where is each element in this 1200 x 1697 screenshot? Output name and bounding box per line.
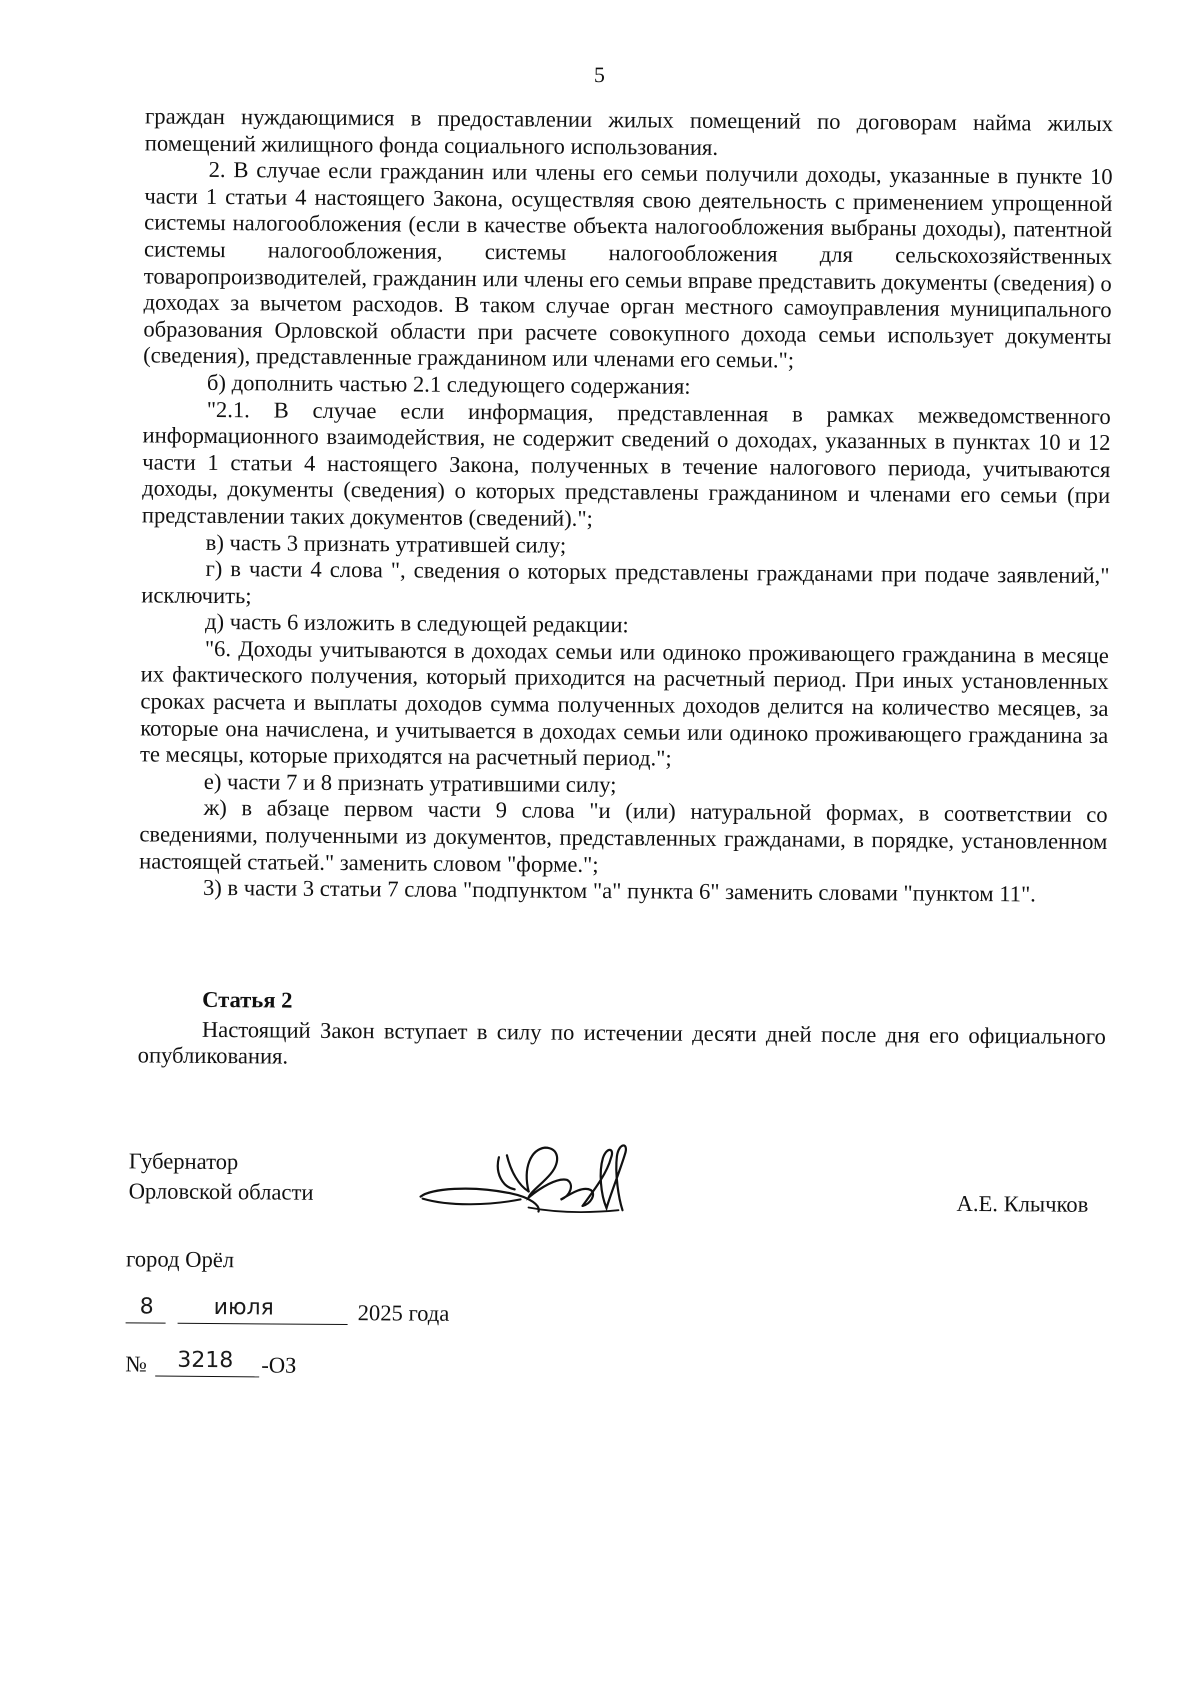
article-text: Настоящий Закон вступает в силу по истечении десяти дней после дня его официального опубликования. (137, 1016, 1106, 1069)
day-handwritten: 8 (139, 1294, 154, 1320)
month-handwritten: июля (213, 1295, 274, 1321)
article-title: Статья 2 (202, 986, 293, 1013)
paragraph: 3) в части 3 статьи 7 слова "подпунктом "а" пункта 6" заменить словами "пунктом 11". (202, 875, 1036, 907)
year-text: 2025 года (357, 1300, 450, 1326)
paragraph: "2.1. В случае если информация, представленная в рамках межведомственного информационного взаимодействия, не содержит сведений о доходах, указанных в пунктах 10 и 12 части 1 статьи 4 настоящего Закона, полученных в течение налогового периода, учитываются доходы, документы (сведения) о которых представлены гражданином и членами его семьи (при представлении таких документов (сведений)."; (141, 396, 1111, 531)
paragraph: "6. Доходы учитываются в доходах семьи или одиноко проживающего гражданина в месяце их фактического получения, который приходится на расчетный период. При иных установленных сроках расчета и выплаты доходов сумма полученных доходов делится на количество месяцев, за которые она начислена, и учитывается в доходах семьи или одиноко проживающего гражданина за те месяцы, которые приходятся на расчетный период."; (139, 635, 1109, 771)
paragraph: б) дополнить частью 2.1 следующего содержания: (206, 369, 691, 399)
signing-date (126, 1294, 546, 1333)
signer-position-line: Орловской области (128, 1178, 314, 1205)
place-of-signing: город Орёл (126, 1246, 235, 1273)
paragraph: в) часть 3 признать утратившей силу; (205, 529, 567, 558)
paragraph: граждан нуждающимися в предоставлении жилых помещений по договорам найма жилых помещений жилищного фонда социального использования. (144, 103, 1114, 160)
signer-name: А.Е. Клычков (956, 1190, 1089, 1217)
law-body-text (139, 103, 1113, 908)
handwritten-signature (410, 1127, 661, 1239)
signer-position (129, 1146, 314, 1207)
number-handwritten: 3218 (177, 1347, 234, 1374)
paragraph: д) часть 6 изложить в следующей редакции: (205, 609, 629, 638)
paragraph: 2. В случае если гражданин или члены его семьи получили доходы, указанные в пункте 10 части 1 статьи 4 настоящего Закона, осуществляя свою деятельность с применением упрощенной системы налогообложения (если в качестве объекта налогообложения выбраны доходы), патентной системы налогообложения, системы налогообложения для сельскохозяйственных товаропроизводителей, гражданин или члены его семьи вправе представить документы (сведения) о доходах за вычетом расходов. В таком случае орган местного самоуправления муниципального образования Орловской области при расчете совокупного дохода семьи использует документы (сведения), представленные гражданином или членами его семьи."; (143, 157, 1113, 373)
page-number: 5 (593, 61, 606, 88)
law-number (125, 1347, 425, 1385)
paragraph: е) части 7 и 8 признать утратившими силу; (203, 768, 617, 797)
article-2 (138, 986, 1107, 1076)
number-sign: № (125, 1351, 147, 1377)
number-suffix: -ОЗ (261, 1352, 297, 1378)
paragraph: ж) в абзаце первом части 9 слова "и (или) натуральной формах, в соответствии со сведениями, полученными из документов, представленных гражданами, в порядке, установленном настоящей статьей." заменить словом "форме."; (139, 795, 1108, 877)
paragraph: г) в части 4 слова ", сведения о которых представлены гражданами при подаче заявлений," исключить; (141, 556, 1110, 608)
signer-position-line: Губернатор (128, 1148, 239, 1175)
